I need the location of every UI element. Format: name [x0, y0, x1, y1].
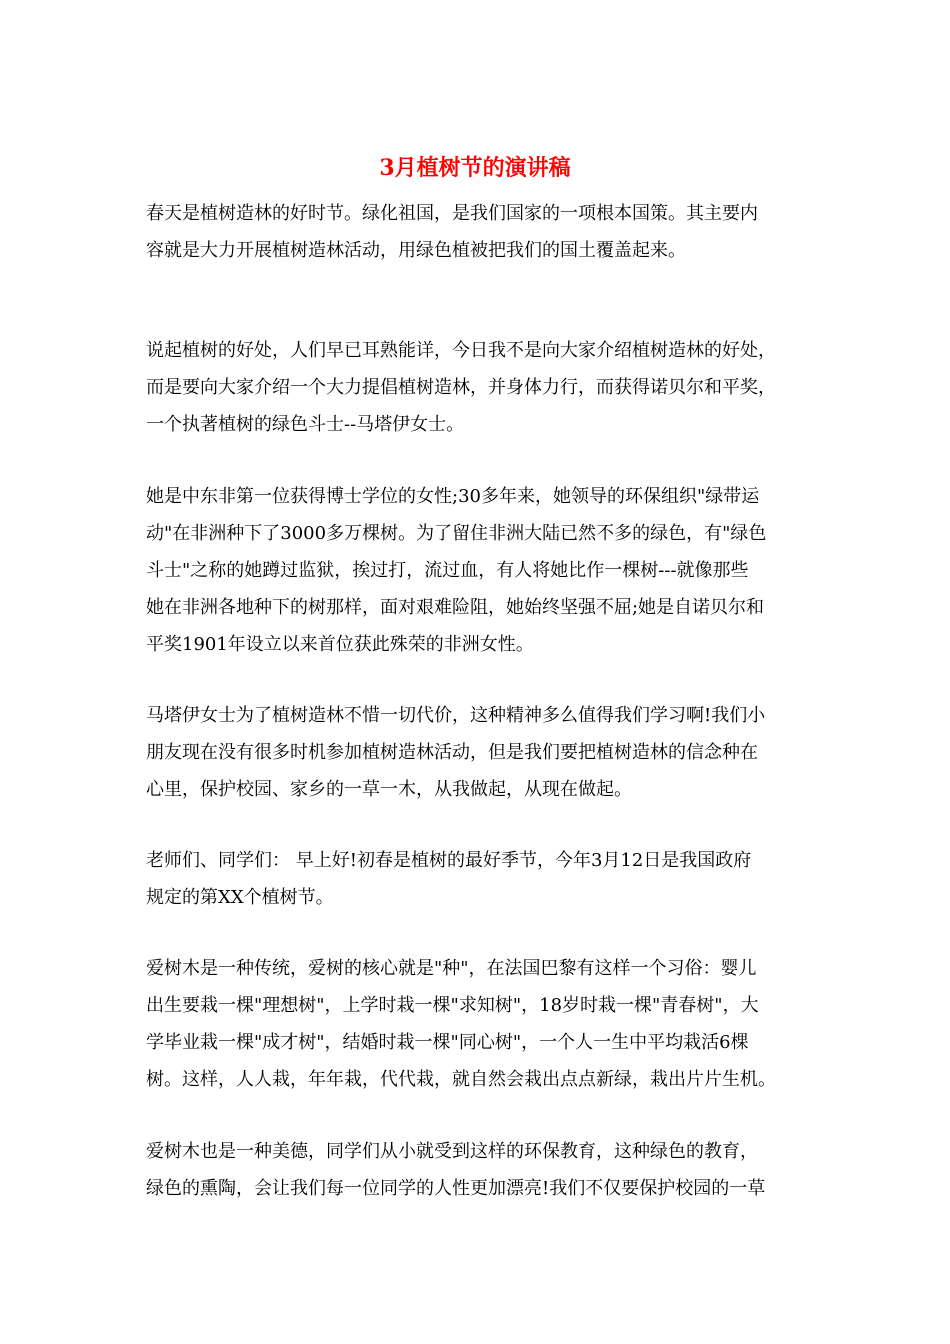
paragraph-line: 绿色的熏陶，会让我们每一位同学的人性更加漂亮!我们不仅要保护校园的一草 [146, 1178, 766, 1199]
paragraph-line: 她在非洲各地种下的树那样，面对艰难险阻，她始终坚强不屈;她是自诺贝尔和 [146, 597, 765, 618]
paragraph-line: 老师们、同学们： 早上好!初春是植树的最好季节，今年3月12日是我国政府 [146, 850, 752, 871]
paragraph-line: 学毕业栽一棵"成才树"，结婚时栽一棵"同心树"，一个人一生中平均栽活6棵 [146, 1032, 749, 1053]
paragraph-line: 爱树木也是一种美德，同学们从小就受到这样的环保教育，这种绿色的教育， [146, 1141, 758, 1162]
document-title: 3月植树节的演讲稿 [379, 155, 571, 181]
paragraph-line: 出生要栽一棵"理想树"，上学时栽一棵"求知树"，18岁时栽一棵"青春树"，大 [146, 995, 759, 1016]
paragraph-line: 平奖1901年设立以来首位获此殊荣的非洲女性。 [146, 634, 534, 655]
paragraph-line: 容就是大力开展植树造林活动，用绿色植被把我们的国土覆盖起来。 [146, 240, 686, 261]
paragraph-6 [146, 950, 806, 1098]
paragraph-1 [146, 195, 806, 269]
paragraph-line: 心里，保护校园、家乡的一草一木，从我做起，从现在做起。 [146, 779, 632, 800]
paragraph-line: 朋友现在没有很多时机参加植树造林活动，但是我们要把植树造林的信念种在 [146, 742, 758, 763]
paragraph-line: 春天是植树造林的好时节。绿化祖国，是我们国家的一项根本国策。其主要内 [146, 203, 758, 224]
paragraph-line: 树。这样，人人栽，年年栽，代代栽，就自然会栽出点点新绿，栽出片片生机。 [146, 1069, 776, 1090]
paragraph-line: 爱树木是一种传统，爱树的核心就是"种"，在法国巴黎有这样一个习俗：婴儿 [146, 958, 757, 979]
paragraph-line: 斗士"之称的她蹲过监狱，挨过打，流过血，有人将她比作一棵树---就像那些 [146, 560, 749, 581]
paragraph-line: 一个执著植树的绿色斗士--马塔伊女士。 [146, 414, 465, 435]
paragraph-3 [146, 478, 806, 663]
paragraph-2 [146, 332, 806, 443]
paragraph-line: 她是中东非第一位获得博士学位的女性;30多年来，她领导的环保组织"绿带运 [146, 486, 760, 507]
paragraph-line: 规定的第XX个植树节。 [146, 887, 334, 908]
paragraph-4 [146, 697, 806, 808]
paragraph-line: 动"在非洲种下了3000多万棵树。为了留住非洲大陆已然不多的绿色，有"绿色 [146, 523, 767, 544]
paragraph-line: 马塔伊女士为了植树造林不惜一切代价，这种精神多么值得我们学习啊!我们小 [146, 705, 766, 726]
paragraph-5 [146, 842, 806, 916]
paragraph-line: 而是要向大家介绍一个大力提倡植树造林，并身体力行，而获得诺贝尔和平奖， [146, 377, 776, 398]
paragraph-line: 说起植树的好处，人们早已耳熟能详，今日我不是向大家介绍植树造林的好处， [146, 340, 776, 361]
paragraph-7 [146, 1133, 806, 1207]
